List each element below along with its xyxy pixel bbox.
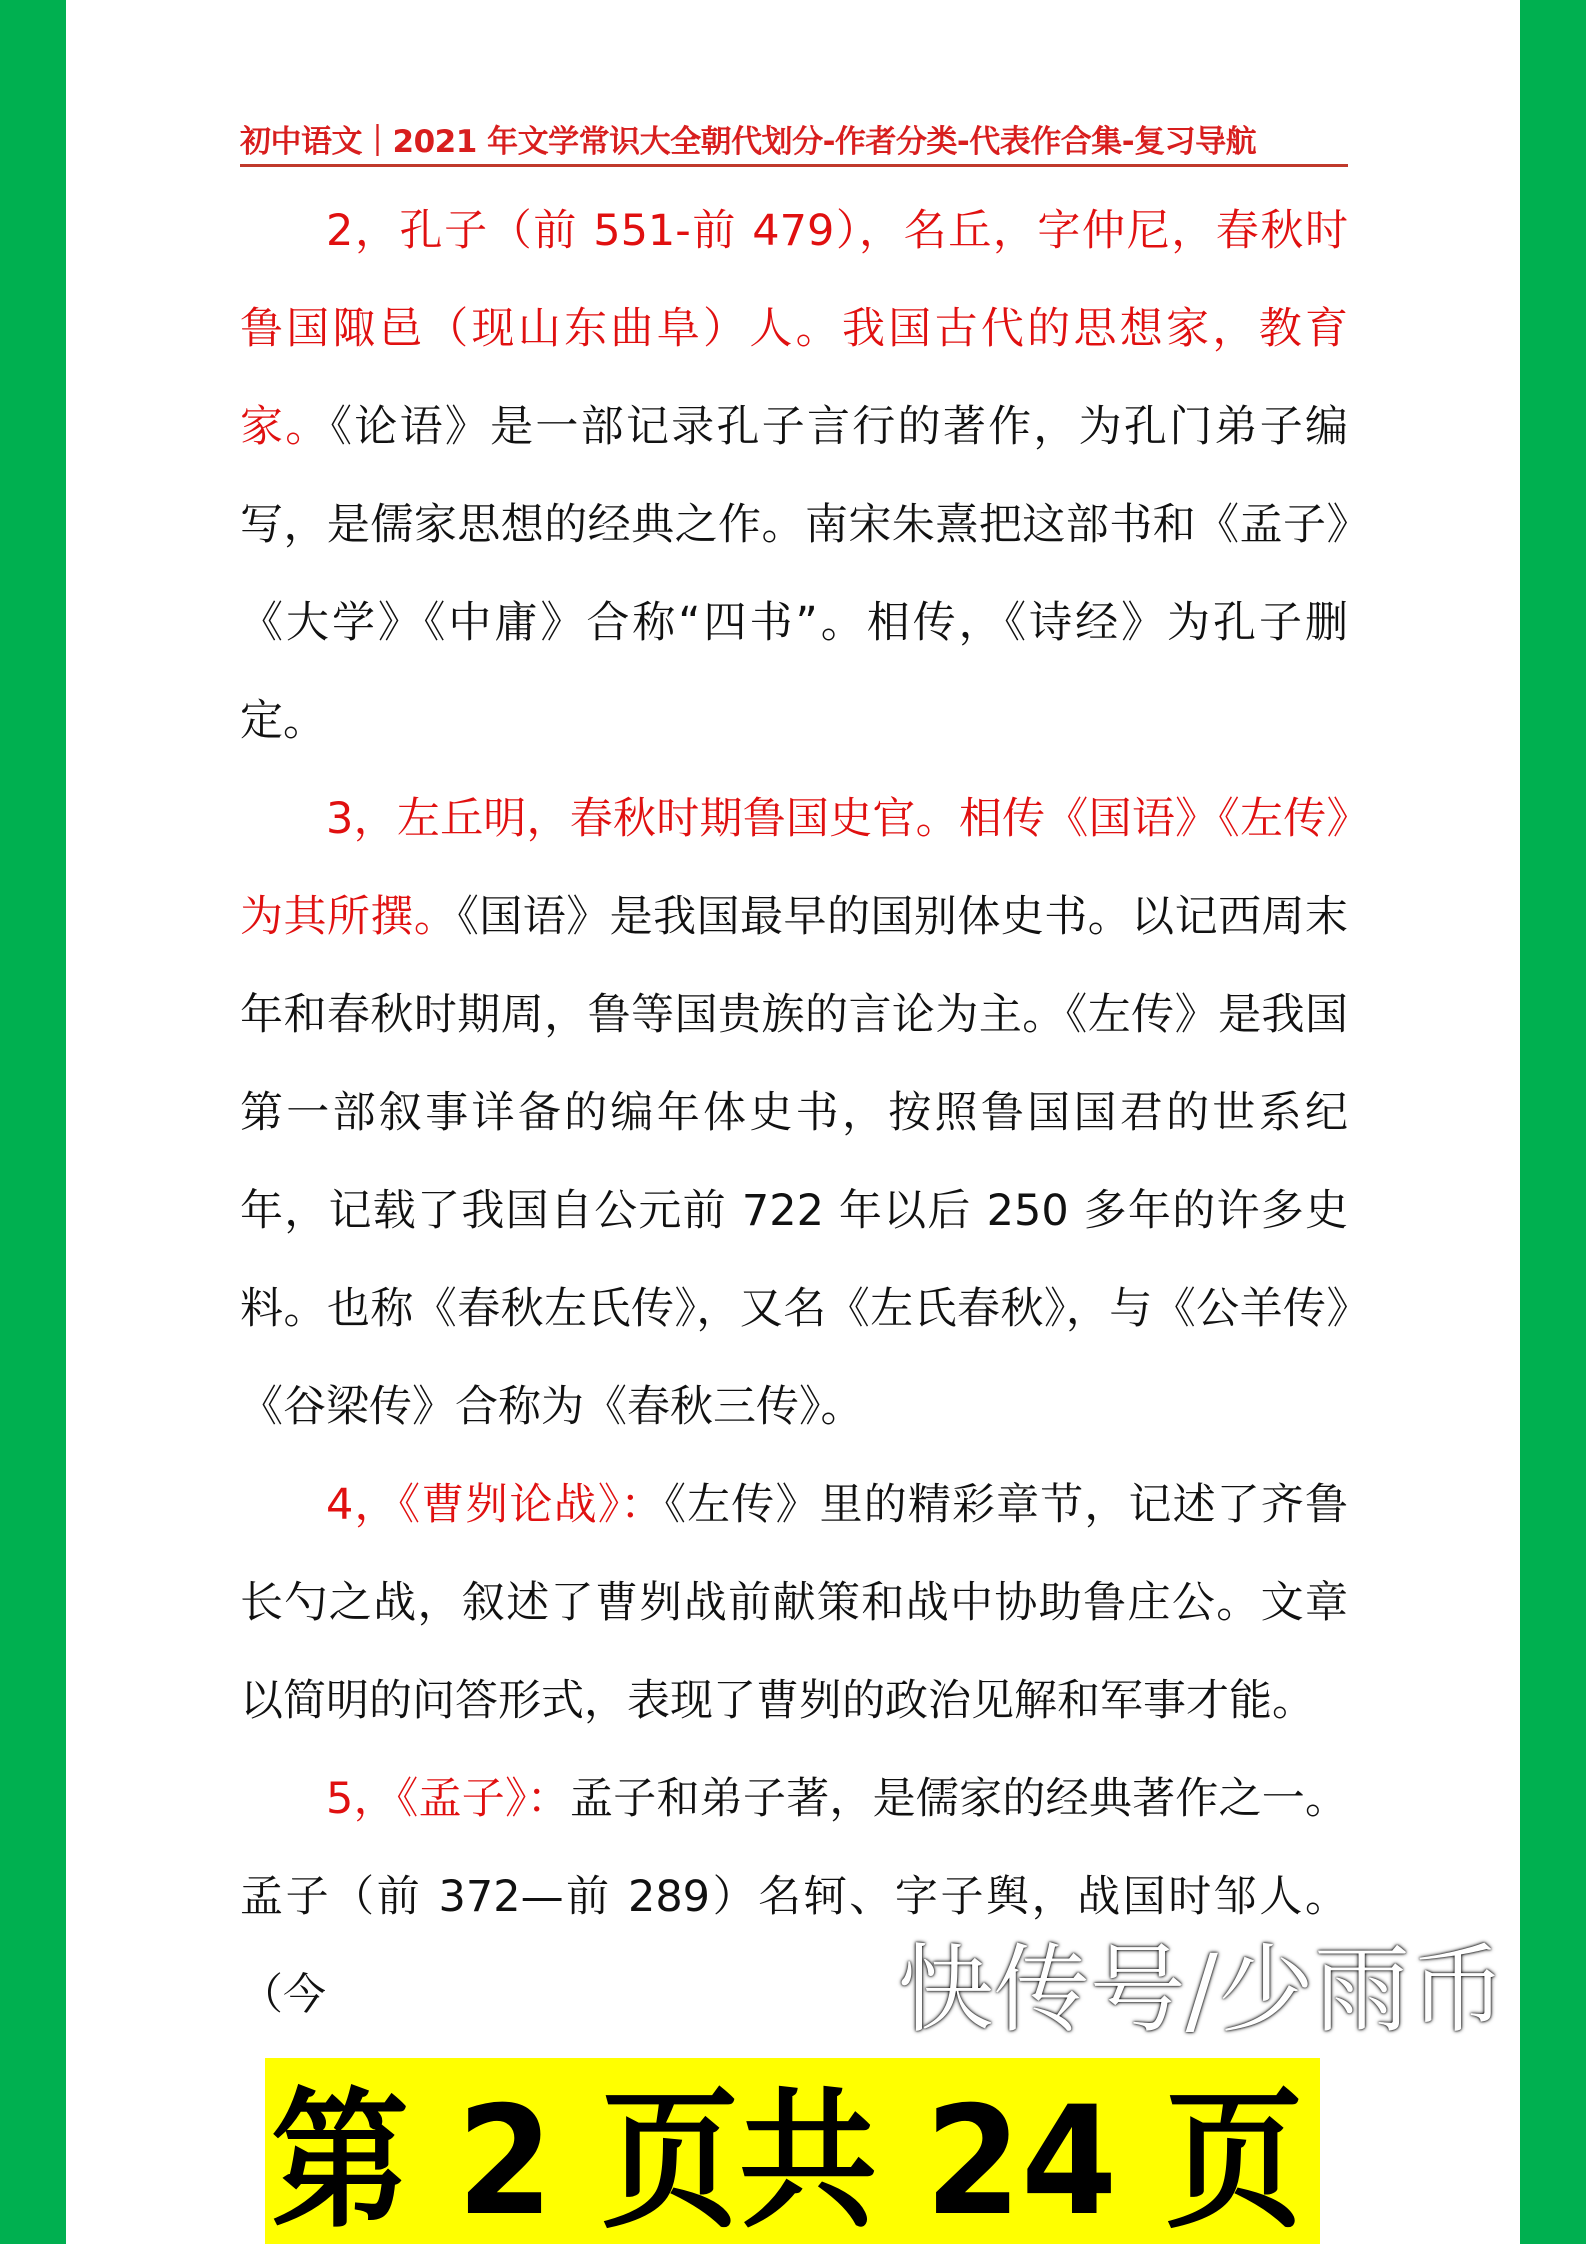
watermark-text: 快传号/少雨币	[897, 1934, 1506, 2046]
document-body	[240, 182, 1348, 2044]
paragraph-text: 《国语》是我国最早的国别体史书。以记西周末年和春秋时期周，鲁等国贵族的言论为主。《左传》是我国第一部叙事详备的编年体史书，按照鲁国国君的世系纪年，记载了我国自公元前 722 年以后 250 多年的许多史料。也称《春秋左氏传》，又名《左氏春秋》，与《公羊传》《谷梁传》合称为《春秋三传》。	[240, 892, 1349, 1432]
paragraph-zuoqiuming	[240, 770, 1348, 1456]
page-header-title: 初中语文｜2021 年文学常识大全朝代划分-作者分类-代表作合集-复习导航	[240, 120, 1348, 167]
paragraph-heading: 2，孔子（前 551-前 479），名丘，字仲尼，春秋时鲁国陬邑（现山东曲阜）人。我国古代的思想家，教育家。	[240, 206, 1348, 452]
page-number-banner	[265, 2058, 1320, 2244]
paragraph-text: 《论语》是一部记录孔子言行的著作，为孔门弟子编写，是儒家思想的经典之作。南宋朱熹把这部书和《孟子》《大学》《中庸》合称“四书”。相传，《诗经》为孔子删定。	[240, 402, 1349, 746]
paragraph-caogui	[240, 1456, 1348, 1750]
paragraph-heading: 5，《孟子》：	[326, 1774, 571, 1824]
paragraph-text: 《左传》里的精彩章节，记述了齐鲁长勺之战，叙述了曹刿战前献策和战中协助鲁庄公。文章以简明的问答形式，表现了曹刿的政治见解和军事才能。	[240, 1480, 1349, 1726]
paragraph-text: 孟子和弟子著，是儒家的经典著作之一。孟子（前 372—前 289）名轲、字子舆，战国时邹人。（今	[240, 1774, 1349, 2020]
paragraph-heading: 3，左丘明，春秋时期鲁国史官。相传《国语》《左传》为其所撰。	[240, 794, 1348, 942]
paragraph-confucius	[240, 182, 1348, 770]
page-number-text: 第 2 页共 24 页	[271, 2075, 1304, 2244]
paragraph-heading: 4，《曹刿论战》：	[326, 1480, 665, 1530]
